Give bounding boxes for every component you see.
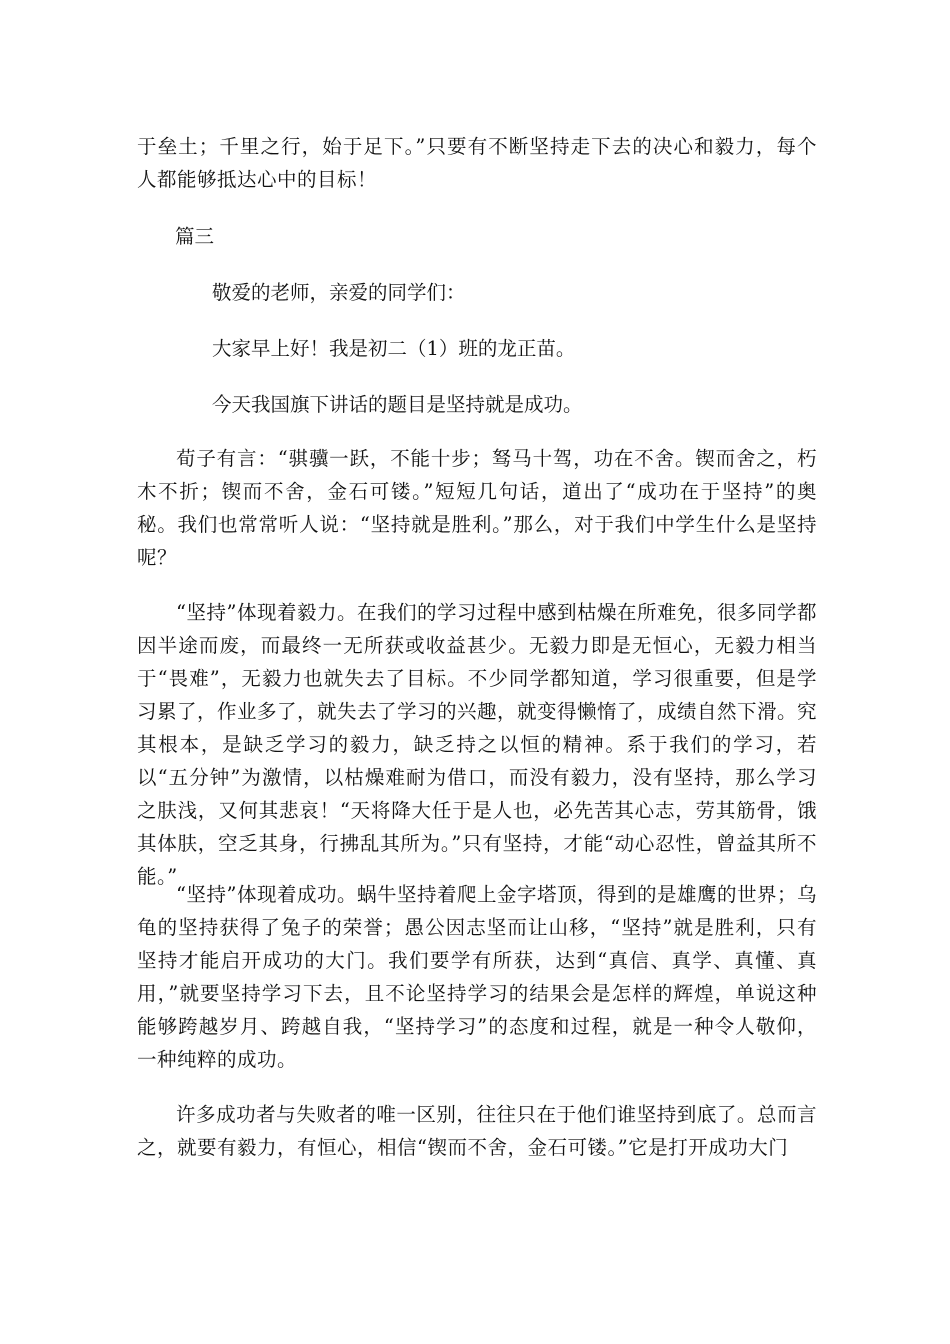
topic-line: 今天我国旗下讲话的题目是坚持就是成功。: [212, 393, 583, 416]
paragraph-xunzi: 荀子有言：“骐骥一跃，不能十步；驽马十驾，功在不舍。锲而舍之，朽木不折；锲而不舍，金石可镂。”短短几句话，道出了“成功在于坚持”的奥秘。我们也常常听人说：“坚持就是胜利。”那么，对于我们中学生什么是坚持呢？: [137, 447, 817, 569]
paragraph-conclusion: 许多成功者与失败者的唯一区别，往往只在于他们谁坚持到底了。总而言之，就要有毅力，有恒心，相信“锲而不舍，金石可镂。”它是打开成功大门: [137, 1103, 817, 1159]
continuation-paragraph: 于垒土；千里之行，始于足下。”只要有不断坚持走下去的决心和毅力，每个人都能够抵达心中的目标！: [137, 135, 817, 191]
intro-line: 大家早上好！我是初二（1）班的龙正苗。: [212, 337, 576, 360]
paragraph-perseverance-success: “坚持”体现着成功。蜗牛坚持着爬上金字塔顶，得到的是雄鹰的世界；乌龟的坚持获得了兔子的荣誉；愚公因志坚而让山移，“坚持”就是胜利，只有坚持才能启开成功的大门。我们要学有所获，达到“真信、真学、真懂、真用，”就要坚持学习下去，且不论坚持学习的结果会是怎样的辉煌，单说这种能够跨越岁月、跨越自我，“坚持学习”的态度和过程，就是一种令人敬仰，一种纯粹的成功。: [137, 883, 817, 1071]
paragraph-perseverance-willpower: “坚持”体现着毅力。在我们的学习过程中感到枯燥在所难免，很多同学都因半途而废，而最终一无所获或收益甚少。无毅力即是无恒心，无毅力相当于“畏难”，无毅力也就失去了目标。不少同学都知道，学习很重要，但是学习累了，作业多了，就失去了学习的兴趣，就变得懒惰了，成绩自然下滑。究其根本，是缺乏学习的毅力，缺乏持之以恒的精神。系于我们的学习，若以“五分钟”为激情，以枯燥难耐为借口，而没有毅力，没有坚持，那么学习之肤浅，又何其悲哀！“天将降大任于是人也，必先苦其心志，劳其筋骨，饿其体肤，空乏其身，行拂乱其所为。”只有坚持，才能“动心忍性，曾益其所不能。”: [137, 601, 818, 888]
greeting-line: 敬爱的老师，亲爱的同学们：: [212, 281, 466, 304]
section-title: 篇三: [175, 225, 215, 248]
